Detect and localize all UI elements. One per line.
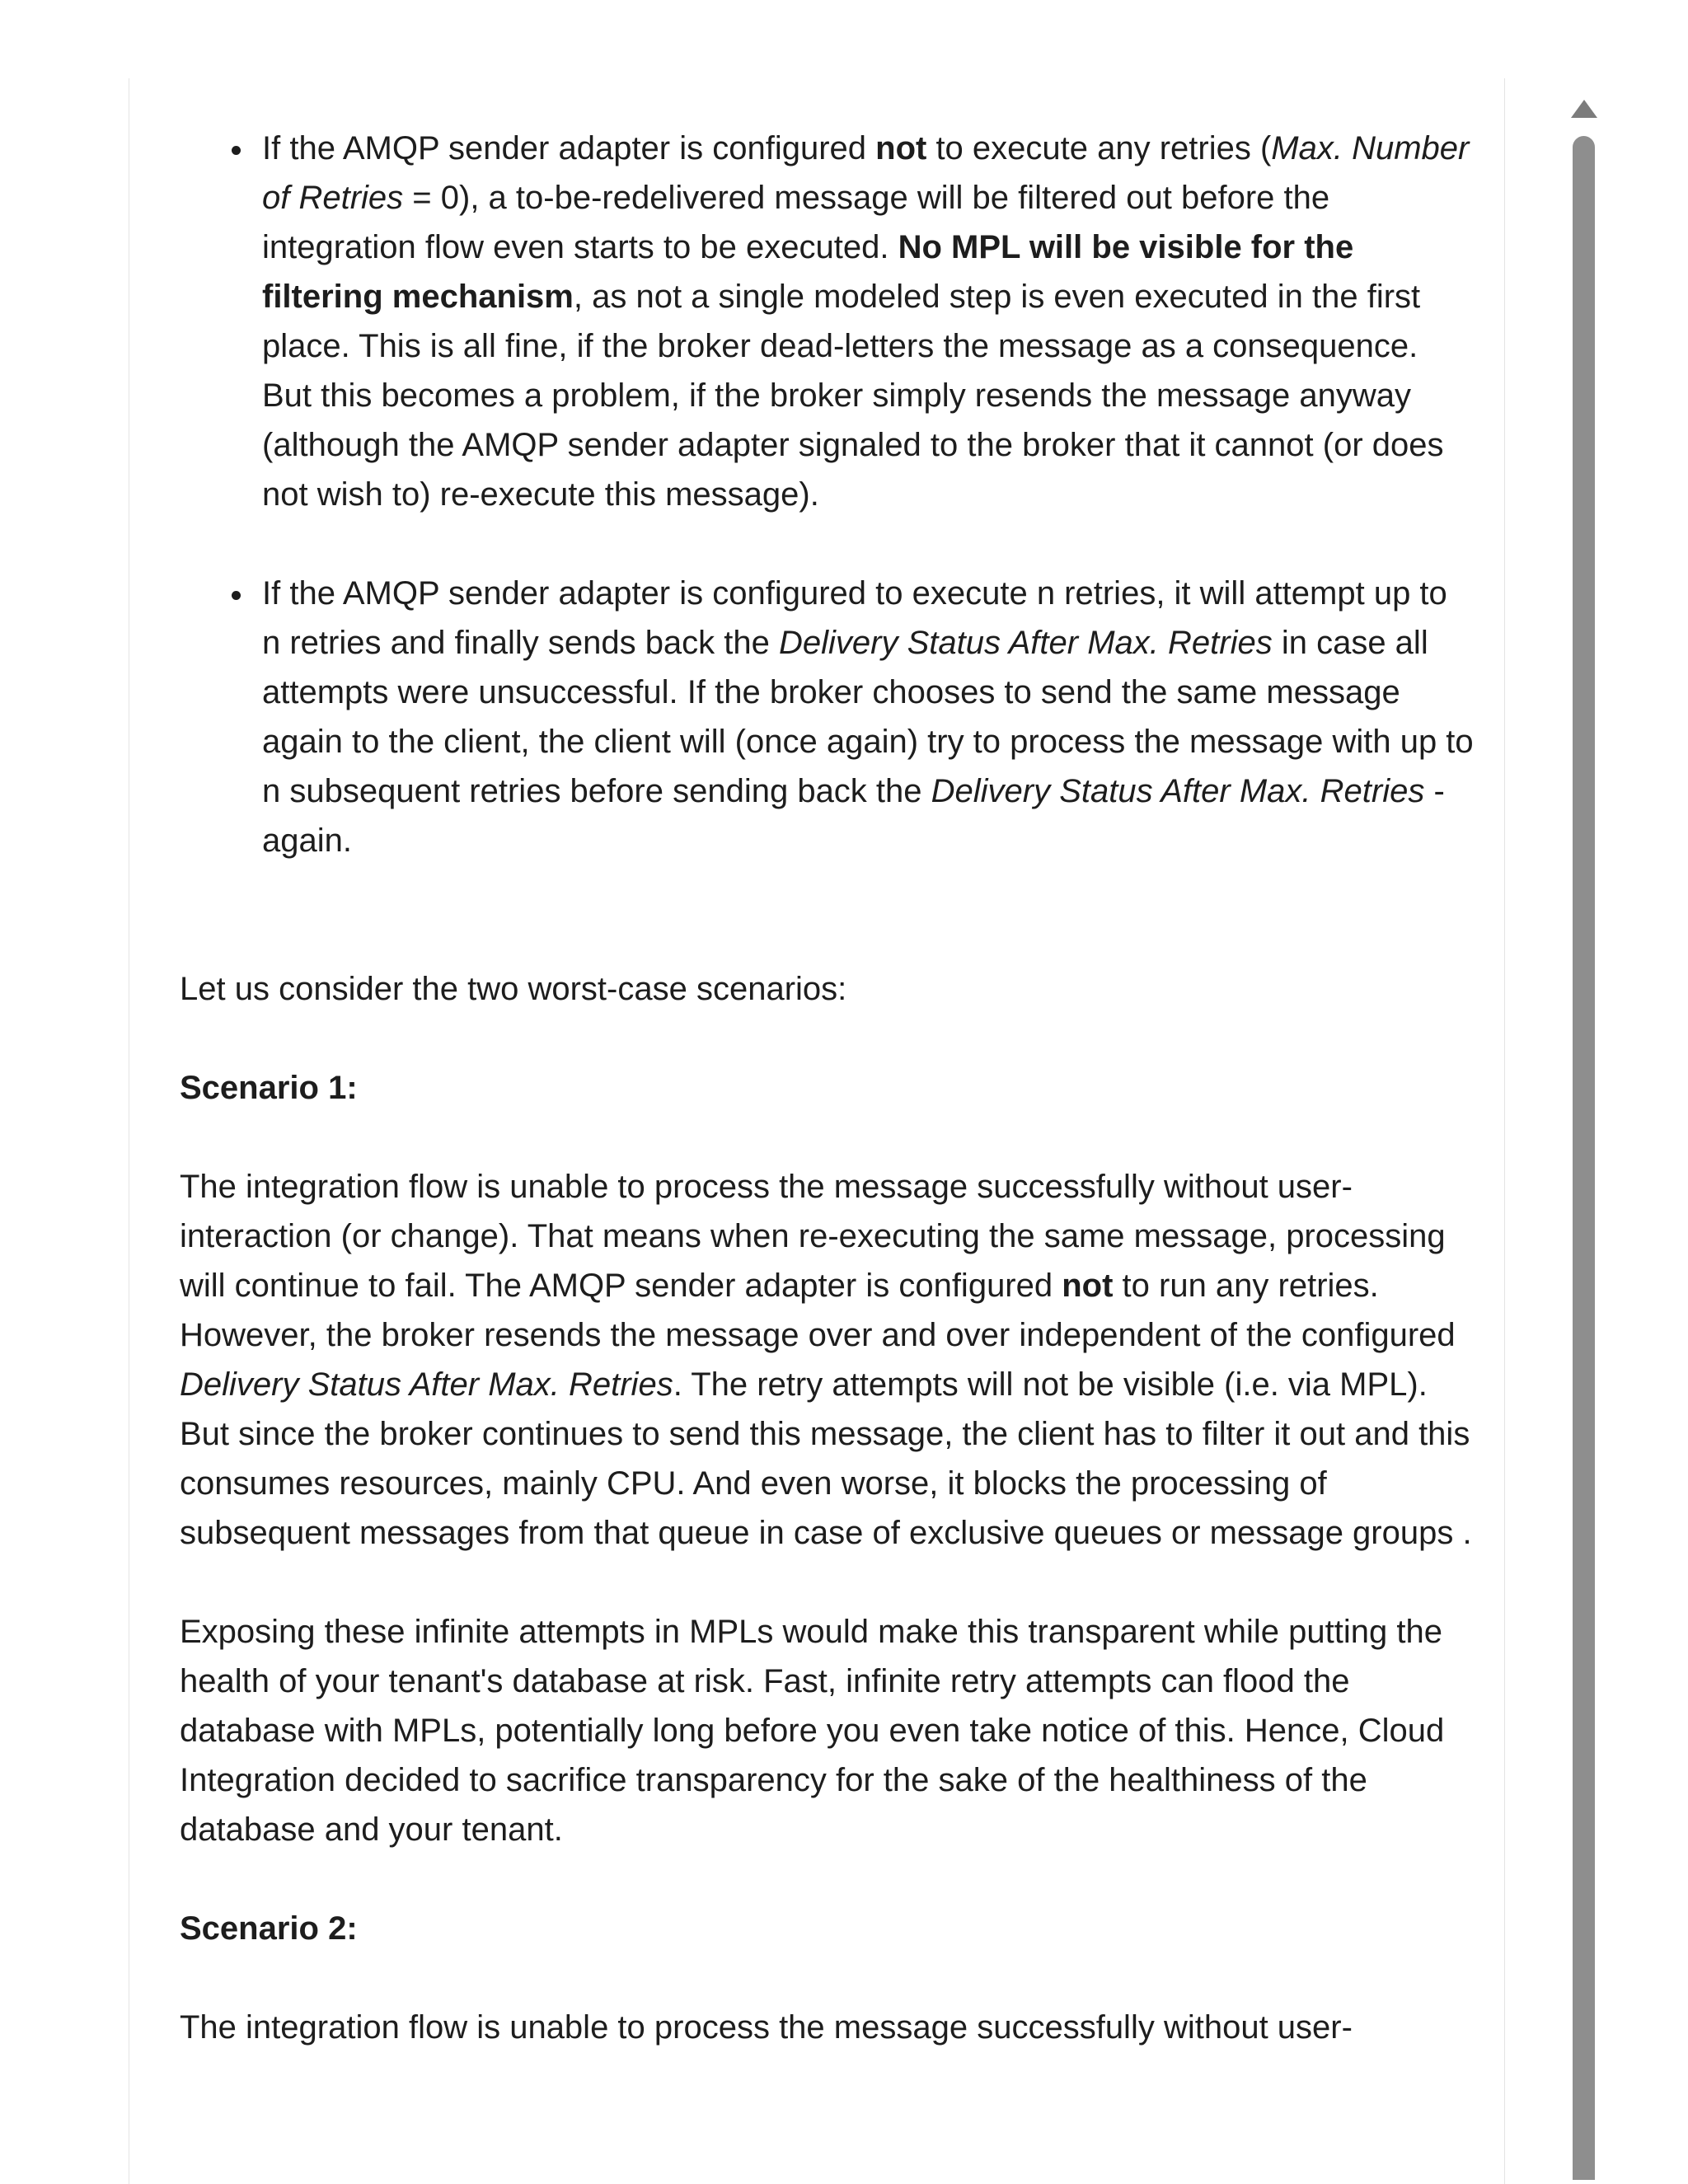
heading-text: Scenario 2: [180, 1910, 358, 1947]
retry-behavior-list [180, 124, 1498, 865]
text-run: If the AMQP sender adapter is configured [262, 130, 876, 166]
vertical-scrollbar[interactable] [1562, 87, 1601, 2184]
bold-text: not [875, 130, 927, 166]
heading-text: Scenario 1: [180, 1070, 358, 1106]
scrollbar-thumb[interactable] [1573, 136, 1595, 2180]
italic-text: Delivery Status After Max. Retries [779, 625, 1273, 661]
text-run: If the AMQP sender adapter is configured to execute n retries, it will attempt up to n retries and finally sends back the [262, 575, 1447, 661]
italic-text: Delivery Status After Max. Retries [180, 1366, 673, 1403]
italic-text: Delivery Status After Max. Retries [931, 773, 1425, 809]
text-run: - again. [262, 773, 1445, 859]
text-run: . The retry attempts will not be visible (i.e. via MPL). But since the broker continues to send this message, the client has to filter it out and this consumes resources, mainly CPU. And even worse, it blocks the processing of subsequent messages from that queue in case of exclusive queues or message groups . [180, 1366, 1472, 1551]
scenario-2-heading [180, 1904, 1482, 1953]
text-run: to execute any retries ( [926, 130, 1272, 166]
scroll-up-arrow-icon[interactable] [1571, 100, 1597, 118]
spacer [180, 865, 1498, 964]
scenario-1-followup-paragraph: Exposing these infinite attempts in MPLs would make this transparent while putting the health of your tenant's database at risk. Fast, infinite retry attempts can flood the database with MPLs, potentially long before you even take notice of this. Hence, Cloud Integration decided to sacrifice transparency for the sake of the healthiness of the database and your tenant. [180, 1614, 1445, 1848]
text-run: , as not a single modeled step is even executed in the first place. This is all fine, if the broker dead-letters the message as a consequence. But this becomes a problem, if the broker simply resends the message anyway (although the AMQP sender adapter signaled to the broker that it cannot (or does not wish to) re-execute this message). [262, 279, 1444, 513]
scenario-1-paragraph [180, 1162, 1482, 1558]
article-content [180, 124, 1498, 2102]
text-run: to run any retries. However, the broker resends the message over and over independent of the configured [180, 1268, 1456, 1353]
scenario-1-heading [180, 1063, 1482, 1113]
list-item [262, 124, 1474, 519]
list-item [262, 569, 1474, 865]
scenario-2-paragraph: The integration flow is unable to process the message successfully without user- [180, 2009, 1353, 2046]
intro-paragraph: Let us consider the two worst-case scenarios: [180, 971, 847, 1007]
bold-text: not [1062, 1268, 1114, 1304]
text-run: in case all attempts were unsuccessful. If the broker chooses to send the same message again to the client, the client will (once again) try to process the message with up to n subsequent retries before sending back the [262, 625, 1474, 809]
text-run: = 0), a to-be-redelivered message will be filtered out before the integration flow even starts to be executed. [262, 180, 1330, 265]
bold-text: No MPL will be visible for the filtering mechanism [262, 229, 1354, 315]
text-run: The integration flow is unable to process the message successfully without user-interaction (or change). That means when re-executing the same message, processing will continue to fail. The AMQP sender adapter is configured [180, 1169, 1446, 1304]
italic-text: Max. Number of Retries [262, 130, 1470, 216]
